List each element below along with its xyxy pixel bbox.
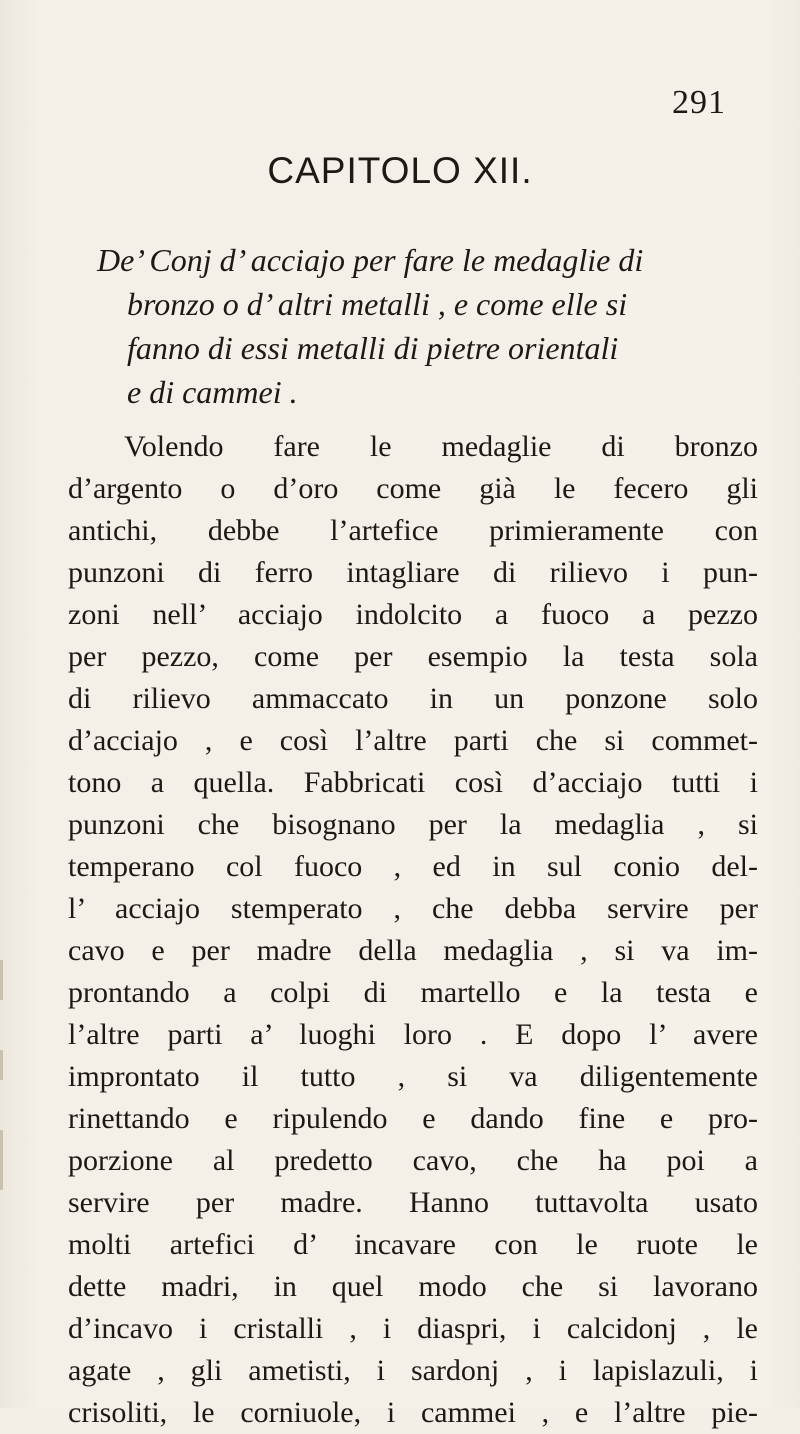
body-line: agate , gli ametisti, i sardonj , i lapislazuli, i: [68, 1354, 758, 1387]
body-line: d’acciajo , e così l’altre parti che si commet-: [68, 724, 758, 757]
body-line: rinettando e ripulendo e dando fine e pro-: [68, 1102, 758, 1135]
body-line: antichi, debbe l’artefice primieramente con: [68, 514, 758, 547]
chapter-subtitle: [97, 238, 737, 414]
body-line: molti artefici d’ incavare con le ruote le: [68, 1228, 758, 1261]
page-edge-shadow: [0, 1130, 3, 1190]
body-line: crisoliti, le corniuole, i cammei , e l’altre pie-: [68, 1396, 758, 1429]
body-line: tono a quella. Fabbricati così d’acciajo tutti i: [68, 766, 758, 799]
body-line: d’incavo i cristalli , i diaspri, i calcidonj , le: [68, 1312, 758, 1345]
body-line: l’ acciajo stemperato , che debba servire per: [68, 892, 758, 925]
body-line: porzione al predetto cavo, che ha poi a: [68, 1144, 758, 1177]
subtitle-line: fanno di essi metalli di pietre orientali: [127, 330, 619, 366]
body-line: punzoni che bisognano per la medaglia , si: [68, 808, 758, 841]
body-line: cavo e per madre della medaglia , si va im-: [68, 934, 758, 967]
body-line: per pezzo, come per esempio la testa sola: [68, 640, 758, 673]
subtitle-line: bronzo o d’ altri metalli , e come elle si: [127, 286, 628, 322]
body-line: punzoni di ferro intagliare di rilievo i pun-: [68, 556, 758, 589]
subtitle-line: e di cammei .: [127, 374, 298, 410]
body-line: prontando a colpi di martello e la testa e: [68, 976, 758, 1009]
body-line: zoni nell’ acciajo indolcito a fuoco a pezzo: [68, 598, 758, 631]
body-line: improntato il tutto , si va diligentemente: [68, 1060, 758, 1093]
chapter-title: CAPITOLO XII.: [267, 150, 533, 191]
page-number: 291: [672, 84, 726, 121]
page-edge-shadow: [0, 960, 3, 1000]
body-line: d’argento o d’oro come già le fecero gli: [68, 472, 758, 505]
body-line: di rilievo ammaccato in un ponzone solo: [68, 682, 758, 715]
body-line: l’altre parti a’ luoghi loro . E dopo l’ avere: [68, 1018, 758, 1051]
page-edge-shadow: [0, 1050, 3, 1080]
body-line: servire per madre. Hanno tuttavolta usato: [68, 1186, 758, 1219]
body-line: dette madri, in quel modo che si lavorano: [68, 1270, 758, 1303]
body-line: Volendo fare le medaglie di bronzo: [124, 430, 758, 463]
subtitle-line: De’ Conj d’ acciajo per fare le medaglie di: [97, 242, 644, 278]
body-paragraph: [68, 426, 758, 1434]
body-line: temperano col fuoco , ed in sul conio del-: [68, 850, 758, 883]
